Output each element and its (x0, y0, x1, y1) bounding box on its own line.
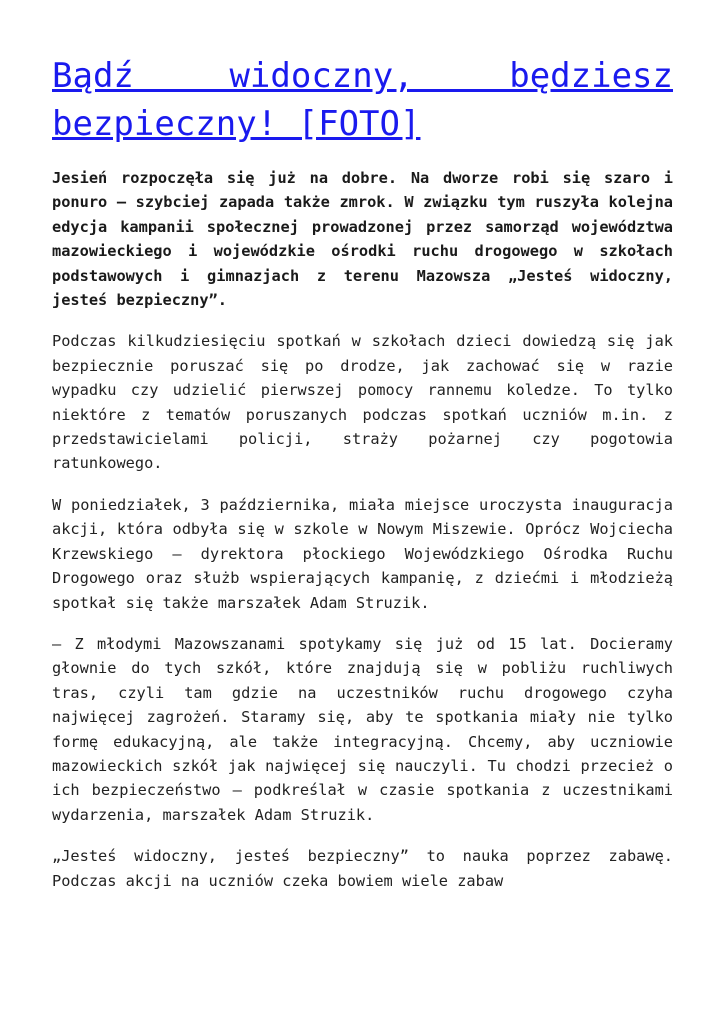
article-title (52, 52, 673, 148)
article-lead: Jesień rozpoczęła się już na dobre. Na dworze robi się szaro i ponuro – szybciej zapada także zmrok. W związku tym ruszyła kolejna edycja kampanii społecznej prowadzonej przez samorząd województwa mazowieckiego i wojewódzkie ośrodki ruchu drogowego w szkołach podstawowych i gimnazjach z terenu Mazowsza „Jesteś widoczny, jesteś bezpieczny”. (52, 169, 673, 310)
article-paragraph-4: „Jesteś widoczny, jesteś bezpieczny” to nauka poprzez zabawę. Podczas akcji na uczniów czeka bowiem wiele zabaw (52, 847, 673, 890)
article (52, 52, 673, 910)
article-paragraph-3: – Z młodymi Mazowszanami spotykamy się już od 15 lat. Docieramy głownie do tych szkół, które znajdują się w pobliżu ruchliwych tras, czyli tam gdzie na uczestników ruchu drogowego czyha najwięcej zagrożeń. Staramy się, aby te spotkania miały nie tylko formę edukacyjną, ale także integracyjną. Chcemy, aby uczniowie mazowieckich szkół jak najwięcej się nauczyli. Tu chodzi przecież o ich bezpieczeństwo – podkreślał w czasie spotkania z uczestnikami wydarzenia, marszałek Adam Struzik. (52, 634, 673, 824)
article-title-link[interactable]: Bądź widoczny, będziesz bezpieczny! [FOTO] (52, 56, 673, 144)
article-paragraph-2: W poniedziałek, 3 października, miała miejsce uroczysta inauguracja akcji, która odbyła się w szkole w Nowym Miszewie. Oprócz Wojciecha Krzewskiego – dyrektora płockiego Wojewódzkiego Ośrodka Ruchu Drogowego oraz służb wspierających kampanię, z dziećmi i młodzieżą spotkał się także marszałek Adam Struzik. (52, 495, 673, 612)
article-paragraph-1: Podczas kilkudziesięciu spotkań w szkołach dzieci dowiedzą się jak bezpiecznie poruszać się po drodze, jak zachować się w razie wypadku czy udzielić pierwszej pomocy rannemu koledze. To tylko niektóre z tematów poruszanych podczas spotkań uczniów m.in. z przedstawicielami policji, straży pożarnej czy pogotowia ratunkowego. (52, 332, 673, 473)
